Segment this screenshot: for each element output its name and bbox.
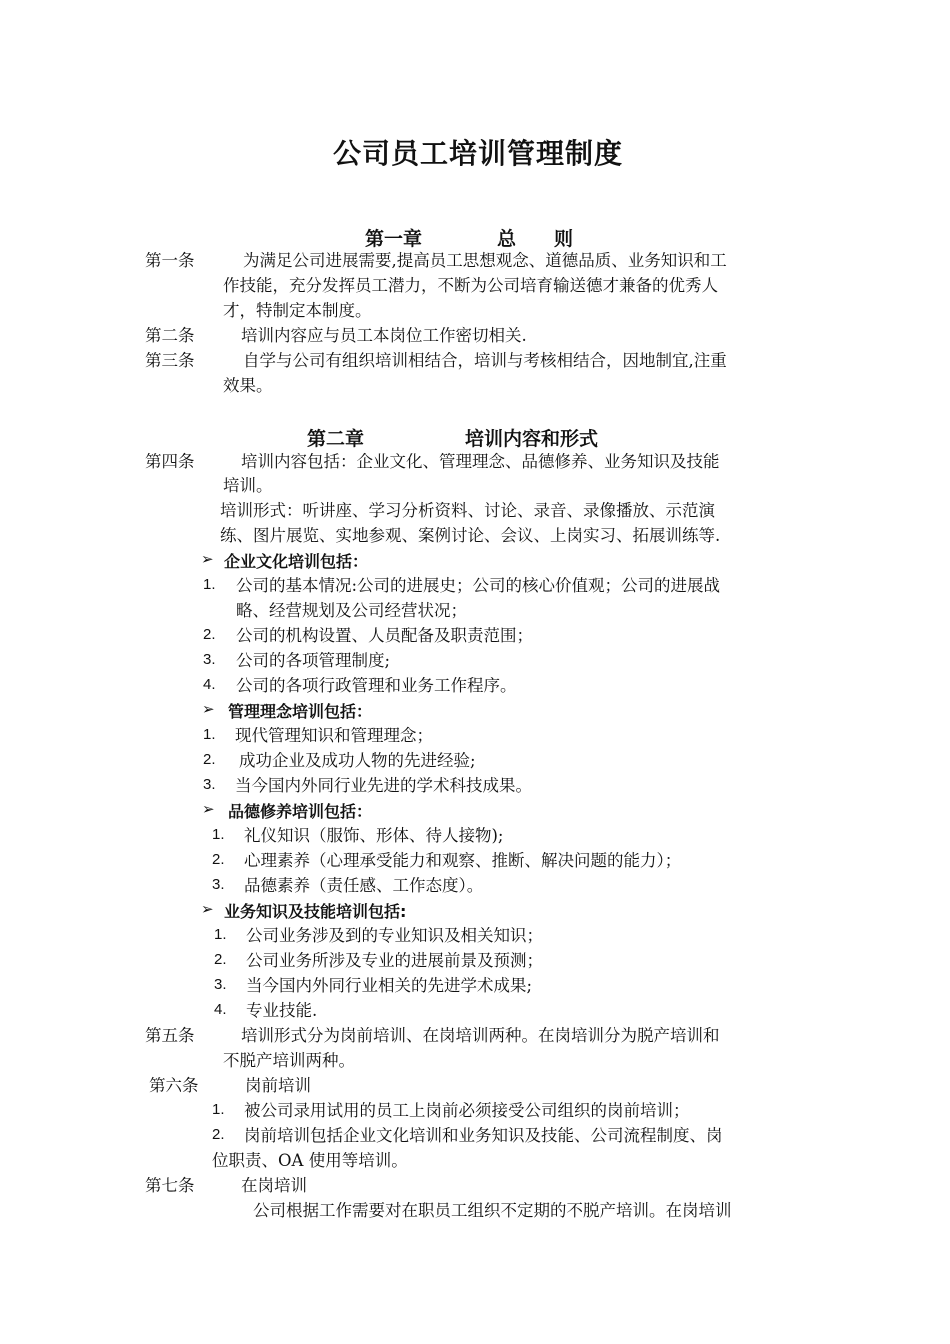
mgmt-item-3-num: 3. [203, 776, 216, 793]
skills-item-1-num: 1. [214, 926, 227, 943]
skills-item-4-text: 专业技能. [246, 1001, 318, 1020]
skills-item-2-num: 2. [214, 951, 227, 968]
chapter-1-label: 第一章 [365, 228, 423, 250]
skills-item-1-text: 公司业务涉及到的专业知识及相关知识； [246, 926, 543, 945]
culture-item-1-num: 1. [203, 576, 216, 593]
arrow-bullet-icon: ➢ [201, 550, 214, 568]
mgmt-item-2-num: 2. [203, 751, 216, 768]
article-2-label: 第二条 [145, 326, 195, 345]
skills-item-2-text: 公司业务所涉及专业的进展前景及预测； [246, 951, 543, 970]
moral-heading: 品德修养培训包括： [228, 802, 373, 821]
moral-item-3-text: 品德素养（责任感、工作态度）。 [244, 876, 484, 895]
culture-item-4-line-1: 公司的各项行政管理和业务工作程序。 [236, 676, 517, 695]
article-1-label: 第一条 [145, 251, 195, 270]
article-7-line-1: 公司根据工作需要对在职员工组织不定期的不脱产培训。在岗培训 [253, 1201, 732, 1220]
article-1-line-3: 才，特制定本制度。 [223, 301, 372, 320]
mgmt-item-1-text: 现代管理知识和管理理念； [235, 726, 433, 745]
culture-item-1-line-1: 公司的基本情况:公司的进展史；公司的核心价值观；公司的进展战 [236, 576, 721, 595]
skills-heading: 业务知识及技能培训包括: [224, 902, 407, 921]
culture-item-3-line-1: 公司的各项管理制度; [236, 651, 391, 670]
arrow-bullet-icon: ➢ [201, 900, 214, 918]
article-6-text: 岗前培训 [245, 1076, 311, 1095]
article-6-item-1-line-1: 被公司录用试用的员工上岗前必须接受公司组织的岗前培训； [244, 1101, 690, 1120]
article-7-label: 第七条 [145, 1176, 195, 1195]
article-3-label: 第三条 [145, 351, 195, 370]
article-4-line-1: 培训内容包括：企业文化、管理理念、品德修养、业务知识及技能 [241, 452, 720, 471]
article-6-item-2-line-2: 位职责、OA 使用等培训。 [212, 1151, 408, 1170]
skills-item-4-num: 4. [214, 1001, 227, 1018]
arrow-bullet-icon: ➢ [202, 700, 215, 718]
article-2-line-1: 培训内容应与员工本岗位工作密切相关. [241, 326, 527, 345]
article-5-line-1: 培训形式分为岗前培训、在岗培训两种。在岗培训分为脱产培训和 [241, 1026, 720, 1045]
moral-item-2-num: 2. [212, 851, 225, 868]
article-4-line-2: 培训。 [223, 476, 273, 495]
article-5-line-2: 不脱产培训两种。 [223, 1051, 355, 1070]
mgmt-heading: 管理理念培训包括： [228, 702, 373, 721]
moral-item-2-text: 心理素养（心理承受能力和观察、推断、解决问题的能力）； [244, 851, 682, 870]
chapter-2-name: 培训内容和形式 [465, 428, 599, 450]
skills-item-3-num: 3. [214, 976, 227, 993]
article-6-label: 第六条 [149, 1076, 199, 1095]
article-3-line-2: 效果。 [223, 376, 273, 395]
article-6-item-2-line-1: 岗前培训包括企业文化培训和业务知识及技能、公司流程制度、岗 [244, 1126, 723, 1145]
document-title: 公司员工培训管理制度 [333, 137, 624, 170]
training-forms-line-2: 练、图片展览、实地参观、案例讨论、会议、上岗实习、拓展训练等. [220, 526, 721, 545]
moral-item-1-num: 1. [212, 826, 225, 843]
culture-item-2-num: 2. [203, 626, 216, 643]
article-5-label: 第五条 [145, 1026, 195, 1045]
mgmt-item-1-num: 1. [203, 726, 216, 743]
mgmt-item-3-text: 当今国内外同行业先进的学术科技成果。 [235, 776, 532, 795]
culture-item-3-num: 3. [203, 651, 216, 668]
mgmt-item-2-text: 成功企业及成功人物的先进经验; [239, 751, 476, 770]
article-1-line-2: 作技能，充分发挥员工潜力，不断为公司培育输送德才兼备的优秀人 [223, 276, 718, 295]
chapter-1-name: 总 则 [497, 228, 574, 250]
article-6-item-1-num: 1. [212, 1101, 225, 1118]
moral-item-1-text: 礼仪知识（服饰、形体、待人接物); [244, 826, 504, 845]
article-4-label: 第四条 [145, 452, 195, 471]
article-7-text: 在岗培训 [241, 1176, 307, 1195]
culture-item-4-num: 4. [203, 676, 216, 693]
arrow-bullet-icon: ➢ [202, 800, 215, 818]
skills-item-3-text: 当今国内外同行业相关的先进学术成果; [246, 976, 533, 995]
chapter-2-label: 第二章 [307, 428, 365, 450]
moral-item-3-num: 3. [212, 876, 225, 893]
article-3-line-1: 自学与公司有组织培训相结合，培训与考核相结合，因地制宜,注重 [243, 351, 727, 370]
culture-heading: 企业文化培训包括： [224, 552, 369, 571]
culture-item-1-line-2: 略、经营规划及公司经营状况； [236, 601, 467, 620]
article-1-line-1: 为满足公司进展需要,提高员工思想观念、道德品质、业务知识和工 [243, 251, 727, 270]
culture-item-2-line-1: 公司的机构设置、人员配备及职责范围； [236, 626, 533, 645]
training-forms-line-1: 培训形式：听讲座、学习分析资料、讨论、录音、录像播放、示范演 [220, 501, 715, 520]
article-6-item-2-num: 2. [212, 1126, 225, 1143]
